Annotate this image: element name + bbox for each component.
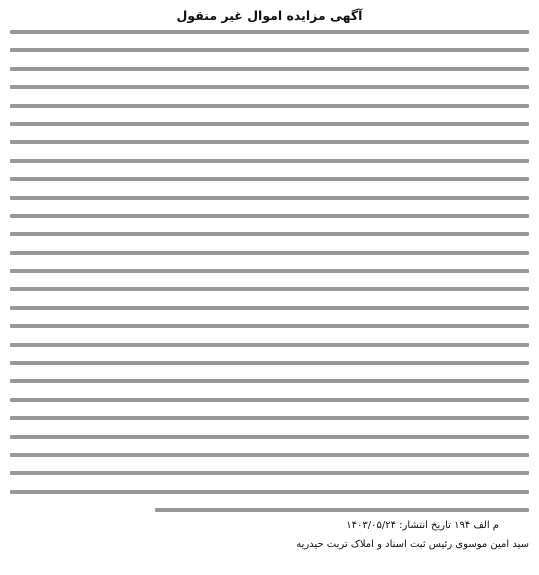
paragraph-line — [10, 416, 529, 420]
paragraph-line — [10, 214, 529, 218]
paragraph-line — [10, 361, 529, 365]
paragraph-line — [10, 471, 529, 475]
paragraph-line — [10, 269, 529, 273]
paragraph-line — [10, 159, 529, 163]
paragraph-line — [10, 490, 529, 494]
paragraph-line — [10, 122, 529, 126]
paragraph-line — [10, 48, 529, 52]
paragraph-line — [10, 379, 529, 383]
publication-reference: م الف ۱۹۴ تاریخ انتشار: ۱۴۰۳/۰۵/۲۴ — [346, 520, 499, 531]
paragraph-line — [10, 196, 529, 200]
paragraph-line — [10, 287, 529, 291]
paragraph-line — [10, 85, 529, 89]
paragraph-line — [10, 306, 529, 310]
paragraph-line — [155, 508, 529, 512]
notice-title: آگهی مزایده اموال غیر منقول — [176, 8, 363, 23]
paragraph-line — [10, 232, 529, 236]
paragraph-line — [10, 453, 529, 457]
paragraph-line — [10, 177, 529, 181]
paragraph-line — [10, 104, 529, 108]
paragraph-line — [10, 30, 529, 34]
paragraph-line — [10, 398, 529, 402]
paragraph-line — [10, 140, 529, 144]
paragraph-line — [10, 67, 529, 71]
paragraph-line — [10, 324, 529, 328]
paragraph-line — [10, 343, 529, 347]
signature-line: سید امین موسوی رئیس ثبت اسناد و املاک تربت حیدریه — [296, 539, 529, 550]
notice-body — [10, 30, 529, 527]
notice-footer — [10, 518, 529, 556]
paragraph-line — [10, 251, 529, 255]
paragraph-line — [10, 435, 529, 439]
